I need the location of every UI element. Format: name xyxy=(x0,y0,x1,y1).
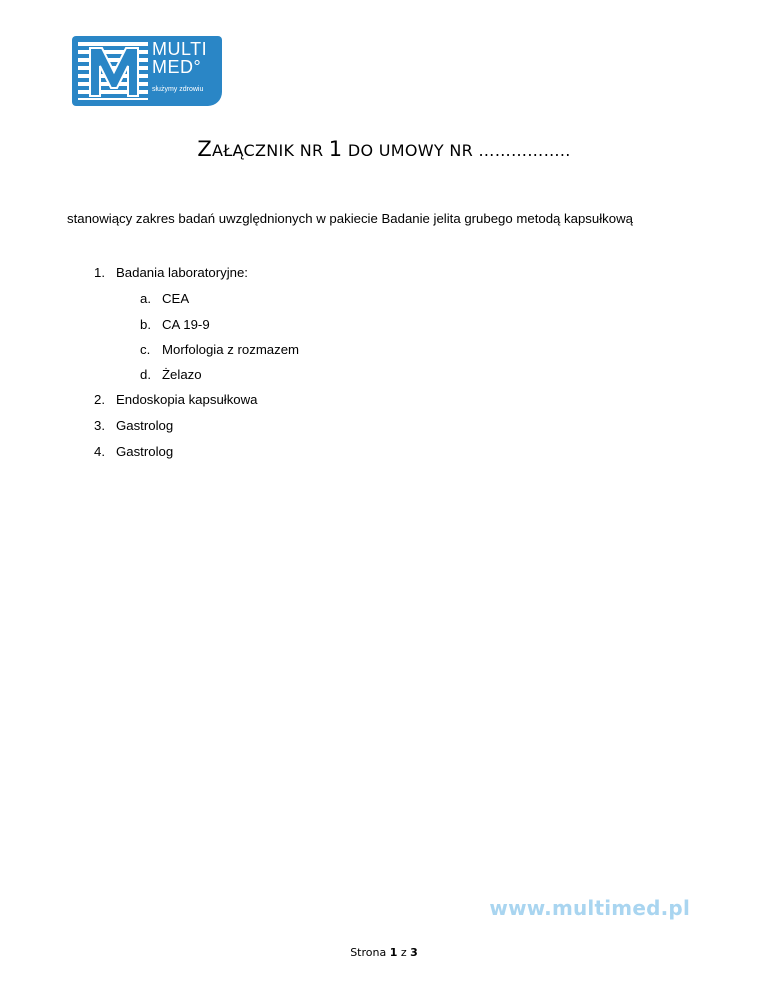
list-item-number: 3. xyxy=(94,418,105,433)
list-item-label: Badania laboratoryjne: xyxy=(116,265,248,280)
list-item-label: Morfologia z rozmazem xyxy=(162,342,300,357)
title-dots: …………….. xyxy=(478,141,571,160)
multimed-logo xyxy=(72,36,222,106)
list-item xyxy=(140,317,210,332)
logo-line2: MED° xyxy=(152,57,202,77)
list-item xyxy=(140,342,299,357)
list-item-label: Gastrolog xyxy=(116,444,174,459)
title-prefix-small: AŁĄCZNIK NR xyxy=(212,141,329,160)
list-item-number: c. xyxy=(140,342,151,357)
list-item-number: 2. xyxy=(94,392,105,407)
list-item-number: d. xyxy=(140,367,151,382)
logo-m-icon xyxy=(86,42,142,100)
footer-page-total: 3 xyxy=(410,946,418,959)
title-suffix-small: DO UMOWY NR xyxy=(342,141,479,160)
title-prefix-big: Z xyxy=(197,137,212,161)
logo-tagline: służymy zdrowiu xyxy=(152,86,204,93)
list-item xyxy=(140,367,202,382)
title-number: 1 xyxy=(328,137,343,161)
intro-text: stanowiący zakres badań uwzględnionych w pakiecie Badanie jelita grubego metodą kapsułkową xyxy=(67,211,633,226)
list-item-number: b. xyxy=(140,317,151,332)
logo-line1: MULTI xyxy=(152,39,208,59)
footer-of: z xyxy=(400,946,407,959)
footer-page-number: 1 xyxy=(389,946,398,959)
footer-label: Strona xyxy=(350,946,387,959)
list-item-label: CA 19-9 xyxy=(162,317,210,332)
list-item-label: Żelazo xyxy=(162,367,202,382)
list-item xyxy=(94,444,173,459)
list-item xyxy=(94,418,173,433)
list-item xyxy=(94,392,258,407)
list-item-label: CEA xyxy=(162,291,190,306)
list-item xyxy=(140,291,189,306)
document-title xyxy=(0,137,768,161)
list-item-label: Endoskopia kapsułkowa xyxy=(116,392,258,407)
list-item-number: 4. xyxy=(94,444,105,459)
website-link[interactable]: www.multimed.pl xyxy=(489,896,690,920)
list-item-number: 1. xyxy=(94,265,105,280)
logo-text xyxy=(152,40,207,76)
list-item xyxy=(94,265,248,280)
page-footer xyxy=(0,946,768,959)
list-item-number: a. xyxy=(140,291,151,306)
list-item-label: Gastrolog xyxy=(116,418,174,433)
